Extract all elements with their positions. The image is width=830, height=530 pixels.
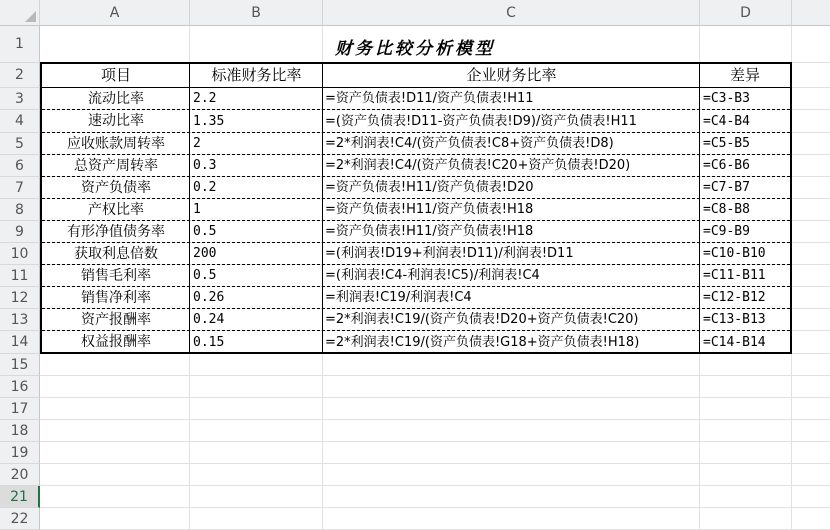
cell-d11[interactable]: =C11-B11 bbox=[703, 268, 766, 283]
grid-hline bbox=[40, 507, 830, 508]
cell-c6[interactable]: =2*利润表!C4/(资产负债表!C20+资产负债表!D20) bbox=[325, 158, 631, 173]
row-header-22[interactable]: 22 bbox=[0, 508, 40, 530]
cell-d10[interactable]: =C10-B10 bbox=[703, 246, 766, 261]
table-hborder bbox=[42, 109, 790, 110]
grid-hline bbox=[40, 397, 830, 398]
cell-a11[interactable]: 销售毛利率 bbox=[81, 268, 151, 284]
grid-hline bbox=[40, 485, 830, 486]
cell-a10[interactable]: 获取利息倍数 bbox=[74, 246, 158, 262]
row-header-7[interactable]: 7 bbox=[0, 177, 40, 199]
row-header-21[interactable]: 21 bbox=[0, 486, 40, 508]
table-hborder bbox=[42, 286, 790, 287]
row-header-8[interactable]: 8 bbox=[0, 199, 40, 221]
cell-a5[interactable]: 应收账款周转率 bbox=[67, 136, 165, 152]
cell-a12[interactable]: 销售净利率 bbox=[81, 290, 151, 306]
row-header-12[interactable]: 12 bbox=[0, 287, 40, 309]
cell-b9[interactable]: 0.5 bbox=[193, 224, 217, 239]
cell-c11[interactable]: =(利润表!C4-利润表!C5)/利润表!C4 bbox=[325, 268, 540, 283]
sheet-title[interactable]: 财务比较分析模型 bbox=[335, 39, 495, 59]
table-hborder bbox=[42, 330, 790, 331]
cell-c7[interactable]: =资产负债表!H11/资产负债表!D20 bbox=[325, 180, 534, 195]
cell-c9[interactable]: =资产负债表!H11/资产负债表!H18 bbox=[325, 224, 534, 239]
grid-hline bbox=[40, 441, 830, 442]
cell-a3[interactable]: 流动比率 bbox=[88, 91, 144, 107]
table-hborder bbox=[42, 264, 790, 265]
cell-d8[interactable]: =C8-B8 bbox=[703, 202, 750, 217]
grid-hline bbox=[40, 375, 830, 376]
header-cell-b2[interactable]: 标准财务比率 bbox=[211, 66, 302, 84]
cell-b8[interactable]: 1 bbox=[193, 202, 201, 217]
cell-d4[interactable]: =C4-B4 bbox=[703, 114, 750, 129]
table-hborder bbox=[42, 87, 790, 88]
row-header-10[interactable]: 10 bbox=[0, 243, 40, 265]
cell-c3[interactable]: =资产负债表!D11/资产负债表!H11 bbox=[325, 91, 534, 106]
cell-a6[interactable]: 总资产周转率 bbox=[74, 158, 158, 174]
cell-d6[interactable]: =C6-B6 bbox=[703, 158, 750, 173]
column-header-a[interactable]: A bbox=[40, 0, 190, 26]
cell-a8[interactable]: 产权比率 bbox=[88, 202, 144, 218]
cell-a14[interactable]: 权益报酬率 bbox=[81, 334, 151, 350]
cell-d7[interactable]: =C7-B7 bbox=[703, 180, 750, 195]
row-header-2[interactable]: 2 bbox=[0, 63, 40, 88]
row-header-18[interactable]: 18 bbox=[0, 420, 40, 442]
grid-hline bbox=[40, 463, 830, 464]
column-header-c[interactable]: C bbox=[323, 0, 700, 26]
table-hborder bbox=[42, 308, 790, 309]
grid-hline bbox=[40, 419, 830, 420]
row-header-1[interactable]: 1 bbox=[0, 26, 40, 63]
cell-b11[interactable]: 0.5 bbox=[193, 268, 217, 283]
cell-c4[interactable]: =(资产负债表!D11-资产负债表!D9)/资产负债表!H11 bbox=[325, 114, 637, 129]
row-header-5[interactable]: 5 bbox=[0, 133, 40, 155]
column-header-d[interactable]: D bbox=[700, 0, 792, 26]
cell-b10[interactable]: 200 bbox=[193, 246, 217, 261]
row-header-16[interactable]: 16 bbox=[0, 376, 40, 398]
table-hborder bbox=[42, 132, 790, 133]
cell-d3[interactable]: =C3-B3 bbox=[703, 91, 750, 106]
row-header-6[interactable]: 6 bbox=[0, 155, 40, 177]
row-header-15[interactable]: 15 bbox=[0, 354, 40, 376]
cell-d5[interactable]: =C5-B5 bbox=[703, 136, 750, 151]
cell-a13[interactable]: 资产报酬率 bbox=[81, 312, 151, 328]
select-all-triangle-icon bbox=[25, 11, 36, 22]
cell-d12[interactable]: =C12-B12 bbox=[703, 290, 766, 305]
table-hborder bbox=[42, 154, 790, 155]
header-cell-a2[interactable]: 项目 bbox=[100, 66, 131, 84]
table-hborder bbox=[42, 242, 790, 243]
row-header-13[interactable]: 13 bbox=[0, 309, 40, 331]
row-header-11[interactable]: 11 bbox=[0, 265, 40, 287]
table-vborder bbox=[322, 63, 323, 353]
cell-b13[interactable]: 0.24 bbox=[193, 312, 225, 327]
column-header-b[interactable]: B bbox=[190, 0, 323, 26]
table-hborder bbox=[42, 220, 790, 221]
grid-vline bbox=[791, 26, 792, 530]
cell-d14[interactable]: =C14-B14 bbox=[703, 335, 766, 350]
header-cell-d2[interactable]: 差异 bbox=[729, 66, 760, 84]
cell-b4[interactable]: 1.35 bbox=[193, 114, 225, 129]
cell-d9[interactable]: =C9-B9 bbox=[703, 224, 750, 239]
cell-b14[interactable]: 0.15 bbox=[193, 335, 225, 350]
row-header-14[interactable]: 14 bbox=[0, 331, 40, 354]
row-header-19[interactable]: 19 bbox=[0, 442, 40, 464]
cell-c5[interactable]: =2*利润表!C4/(资产负债表!C8+资产负债表!D8) bbox=[325, 136, 614, 151]
cell-b5[interactable]: 2 bbox=[193, 136, 201, 151]
table-vborder bbox=[189, 63, 190, 353]
cell-c14[interactable]: =2*利润表!C19/(资产负债表!G18+资产负债表!H18) bbox=[325, 335, 640, 350]
cell-c13[interactable]: =2*利润表!C19/(资产负债表!D20+资产负债表!C20) bbox=[325, 312, 639, 327]
cell-b7[interactable]: 0.2 bbox=[193, 180, 217, 195]
row-header-20[interactable]: 20 bbox=[0, 464, 40, 486]
cell-c10[interactable]: =(利润表!D19+利润表!D11)/利润表!D11 bbox=[325, 246, 574, 261]
header-cell-c2[interactable]: 企业财务比率 bbox=[466, 66, 557, 84]
cell-c12[interactable]: =利润表!C19/利润表!C4 bbox=[325, 290, 472, 305]
row-header-9[interactable]: 9 bbox=[0, 221, 40, 243]
row-header-4[interactable]: 4 bbox=[0, 110, 40, 133]
cell-d13[interactable]: =C13-B13 bbox=[703, 312, 766, 327]
cell-c8[interactable]: =资产负债表!H11/资产负债表!H18 bbox=[325, 202, 534, 217]
row-header-3[interactable]: 3 bbox=[0, 88, 40, 110]
cell-b12[interactable]: 0.26 bbox=[193, 290, 225, 305]
column-header-empty bbox=[792, 0, 830, 26]
cell-a9[interactable]: 有形净值债务率 bbox=[67, 224, 165, 240]
cell-b3[interactable]: 2.2 bbox=[193, 91, 217, 106]
table-hborder bbox=[42, 198, 790, 199]
cell-a7[interactable]: 资产负债率 bbox=[81, 180, 151, 196]
table-hborder bbox=[42, 176, 790, 177]
select-all-corner[interactable] bbox=[0, 0, 40, 26]
table-vborder bbox=[699, 63, 700, 353]
cell-a4[interactable]: 速动比率 bbox=[88, 113, 144, 129]
row-header-17[interactable]: 17 bbox=[0, 398, 40, 420]
cell-b6[interactable]: 0.3 bbox=[193, 158, 217, 173]
